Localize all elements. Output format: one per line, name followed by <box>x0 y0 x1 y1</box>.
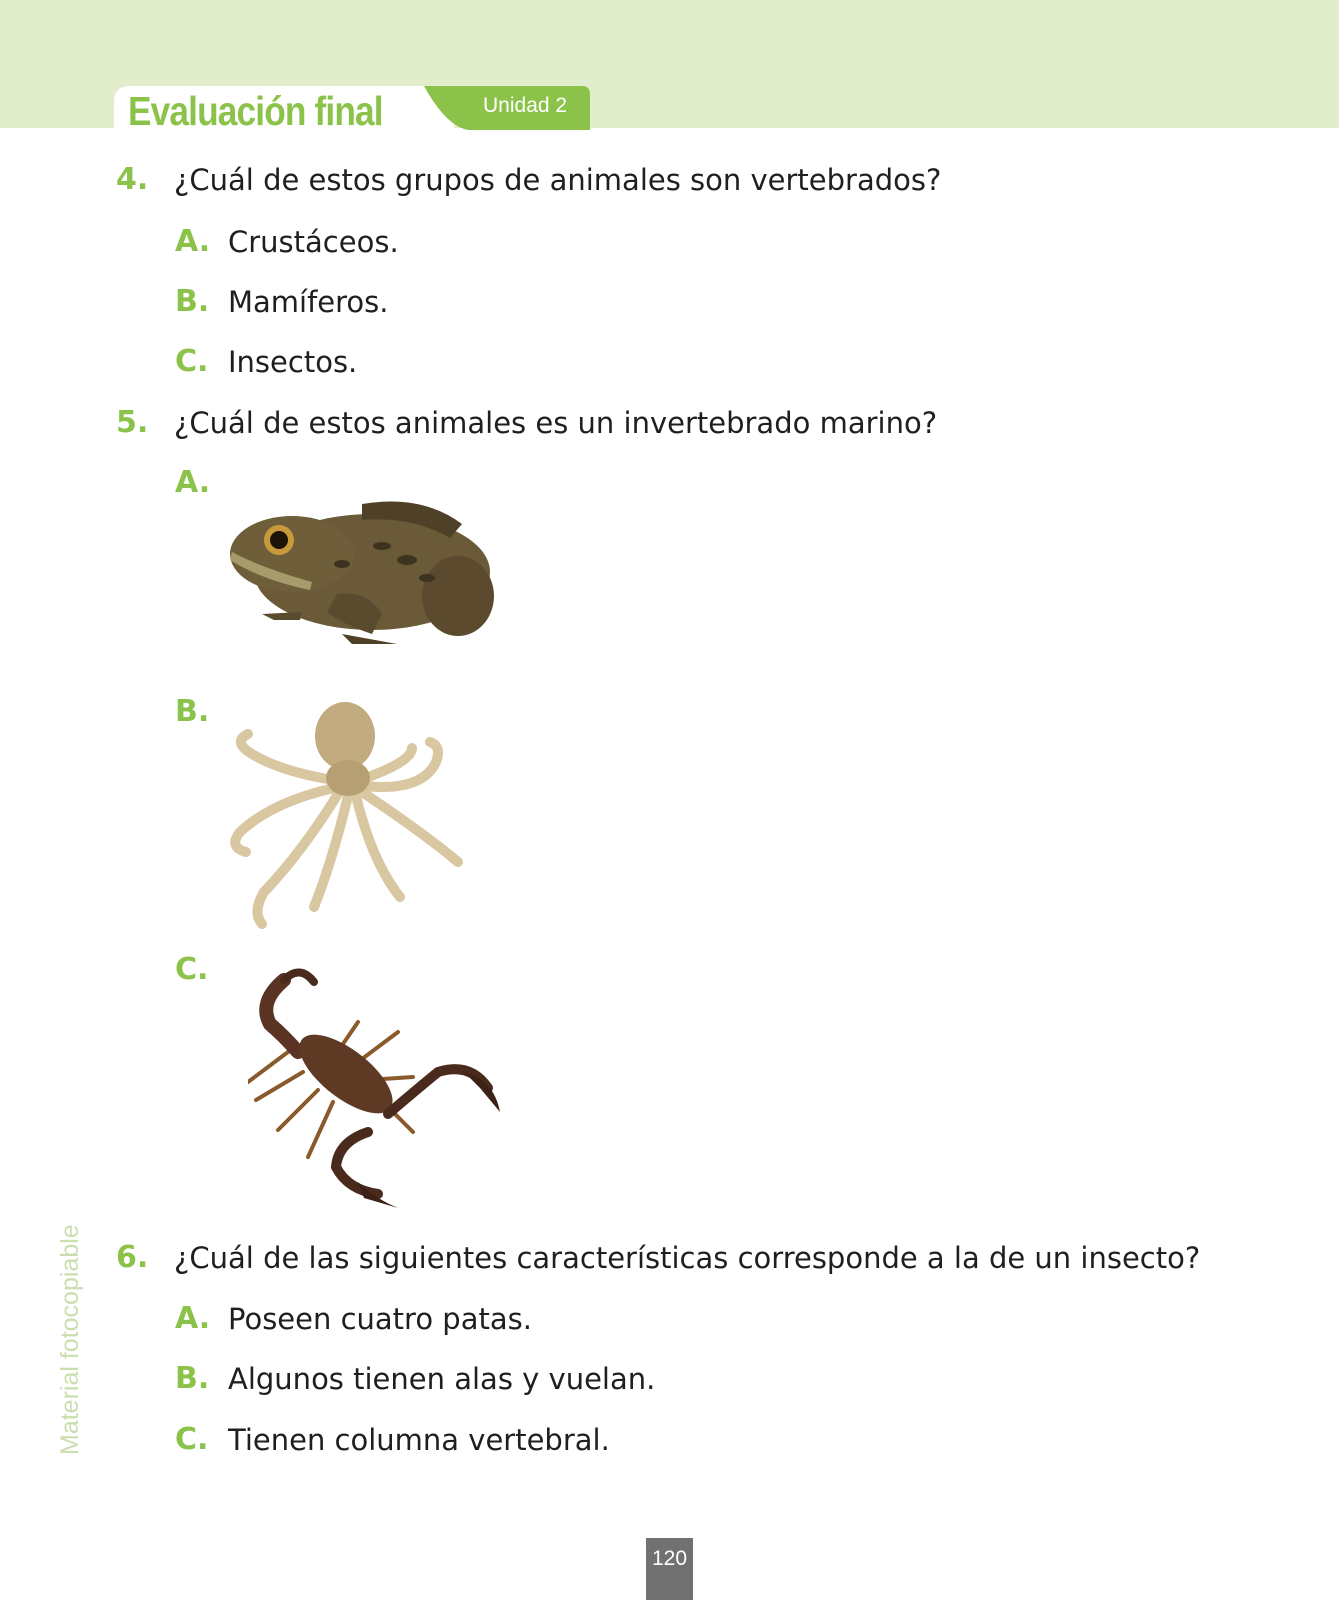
q4-option-c-text: Insectos. <box>228 345 358 379</box>
question-6-text: ¿Cuál de las siguientes características corresponde a la de un insecto? <box>174 1241 1201 1275</box>
q6-option-c-text: Tienen columna vertebral. <box>228 1423 610 1457</box>
q6-option-a-text: Poseen cuatro patas. <box>228 1302 532 1336</box>
question-4-number: 4. <box>116 162 149 197</box>
unit-label: Unidad 2 <box>483 94 568 117</box>
q6-option-a-letter: A. <box>175 1301 211 1336</box>
q5-option-b-letter: B. <box>175 694 210 729</box>
q6-option-b-letter: B. <box>175 1361 210 1396</box>
q4-option-a-text: Crustáceos. <box>228 225 399 259</box>
question-5-text: ¿Cuál de estos animales es un invertebrado marino? <box>174 406 938 440</box>
q6-option-b-text: Algunos tienen alas y vuelan. <box>228 1362 656 1396</box>
q4-option-c-letter: C. <box>175 344 209 379</box>
q4-option-b-letter: B. <box>175 284 210 319</box>
frog-image <box>222 494 497 649</box>
q4-option-a-letter: A. <box>175 224 211 259</box>
question-4-text: ¿Cuál de estos grupos de animales son vertebrados? <box>174 163 942 197</box>
scorpion-image <box>248 962 506 1217</box>
question-5-number: 5. <box>116 405 149 440</box>
question-6-number: 6. <box>116 1240 149 1275</box>
page-title: Evaluación final <box>128 88 383 134</box>
q5-option-a-letter: A. <box>175 465 211 500</box>
octopus-image <box>222 702 472 932</box>
photocopiable-label: Material fotocopiable <box>56 1224 84 1455</box>
page-number: 120 <box>651 1547 688 1570</box>
q5-option-c-letter: C. <box>175 952 209 987</box>
q4-option-b-text: Mamíferos. <box>228 285 389 319</box>
q6-option-c-letter: C. <box>175 1422 209 1457</box>
